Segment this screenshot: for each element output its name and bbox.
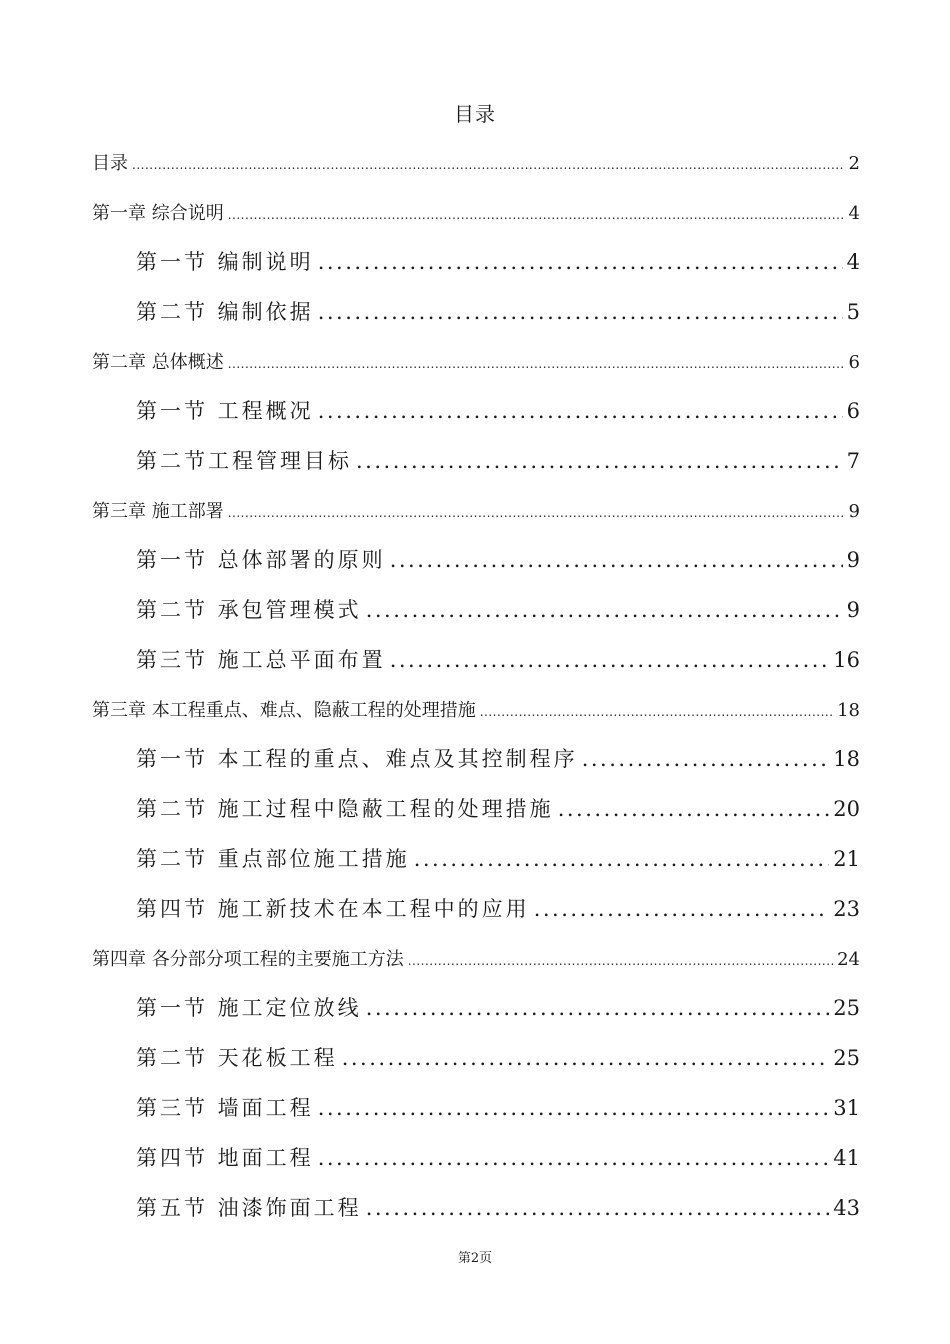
dot-leader	[132, 153, 845, 174]
toc-entry[interactable]	[92, 199, 860, 237]
dot-leader	[318, 399, 843, 423]
toc-entry[interactable]	[136, 395, 860, 435]
dot-leader	[228, 352, 845, 373]
toc-entry-label: 第一节 施工定位放线	[136, 996, 362, 1020]
toc-entry[interactable]	[136, 246, 860, 286]
toc-entry[interactable]	[136, 1092, 860, 1132]
dot-leader	[390, 548, 843, 572]
toc-entry-page: 7	[846, 449, 860, 473]
toc-entry-page: 18	[837, 700, 860, 721]
toc-entry-label: 第二节 重点部位施工措施	[136, 847, 410, 871]
dot-leader	[318, 1146, 830, 1170]
toc-entry-label: 第二节 编制依据	[136, 300, 314, 324]
toc-entry-page: 4	[848, 203, 860, 224]
toc-entry-page: 43	[833, 1196, 860, 1220]
dot-leader	[582, 747, 830, 771]
toc-entry-label: 第二章 总体概述	[92, 352, 224, 373]
toc-entry-page: 41	[833, 1146, 860, 1170]
toc-entry[interactable]	[92, 945, 860, 983]
toc-entry-page: 2	[848, 153, 860, 174]
toc-entry-page: 25	[833, 996, 860, 1020]
toc-entry[interactable]	[136, 445, 860, 485]
dot-leader	[318, 300, 843, 324]
toc-entry[interactable]	[136, 1142, 860, 1182]
dot-leader	[414, 847, 830, 871]
toc-entry-page: 16	[833, 648, 860, 672]
toc-entry-label: 第四节 施工新技术在本工程中的应用	[136, 897, 530, 921]
toc-entry[interactable]	[136, 594, 860, 634]
toc-entry-label: 第三章 本工程重点、难点、隐蔽工程的处理措施	[92, 700, 476, 721]
toc-entry-label: 第二节工程管理目标	[136, 449, 352, 473]
toc-entry-page: 31	[833, 1096, 860, 1120]
toc-entry[interactable]	[136, 1192, 860, 1232]
toc-entry-label: 第四章 各分部分项工程的主要施工方法	[92, 949, 404, 970]
toc-entry-label: 第一节 工程概况	[136, 399, 314, 423]
toc-entry-label: 第一节 编制说明	[136, 250, 314, 274]
dot-leader	[318, 1096, 830, 1120]
toc-entry-label: 第四节 地面工程	[136, 1146, 314, 1170]
dot-leader	[390, 648, 830, 672]
toc-entry-label: 第五节 油漆饰面工程	[136, 1196, 362, 1220]
toc-entry-page: 23	[833, 897, 860, 921]
toc-entry-page: 18	[833, 747, 860, 771]
page-footer: 第2页	[457, 1251, 493, 1266]
toc-entry-label: 第三节 墙面工程	[136, 1096, 314, 1120]
dot-leader	[318, 250, 843, 274]
toc-entry[interactable]	[136, 1042, 860, 1082]
toc-entry-page: 24	[837, 949, 860, 970]
toc-entry-page: 9	[846, 598, 860, 622]
toc-entry-label: 第一节 本工程的重点、难点及其控制程序	[136, 747, 578, 771]
dot-leader	[356, 449, 843, 473]
toc-entry-label: 第二节 承包管理模式	[136, 598, 362, 622]
toc-entry-label: 第二节 施工过程中隐蔽工程的处理措施	[136, 797, 554, 821]
toc-entry[interactable]	[136, 644, 860, 684]
dot-leader	[342, 1046, 830, 1070]
toc-entry[interactable]	[92, 348, 860, 386]
page-title: 目录	[454, 102, 496, 126]
dot-leader	[366, 996, 830, 1020]
toc-entry-label: 目录	[92, 153, 128, 174]
toc-entry-label: 第一节 总体部署的原则	[136, 548, 386, 572]
toc-entry[interactable]	[136, 296, 860, 336]
dot-leader	[228, 501, 845, 522]
toc-entry[interactable]	[92, 497, 860, 535]
toc-entry-page: 20	[833, 797, 860, 821]
dot-leader	[366, 1196, 830, 1220]
toc-entry[interactable]	[136, 793, 860, 833]
toc-entry[interactable]	[136, 743, 860, 783]
toc-entry-page: 4	[846, 250, 860, 274]
dot-leader	[558, 797, 830, 821]
toc-entry-label: 第三章 施工部署	[92, 501, 224, 522]
toc-entry-page: 9	[848, 501, 860, 522]
dot-leader	[228, 203, 845, 224]
dot-leader	[408, 949, 833, 970]
toc-entry[interactable]	[136, 893, 860, 933]
dot-leader	[480, 700, 833, 721]
dot-leader	[366, 598, 843, 622]
toc-entry-page: 6	[848, 352, 860, 373]
toc-entry-page: 9	[846, 548, 860, 572]
toc-entry-page: 21	[833, 847, 860, 871]
toc-entry[interactable]	[136, 544, 860, 584]
toc-entry[interactable]	[92, 149, 860, 187]
toc-entry-label: 第三节 施工总平面布置	[136, 648, 386, 672]
toc-entry-page: 25	[833, 1046, 860, 1070]
toc-entry-label: 第一章 综合说明	[92, 203, 224, 224]
toc-entry-page: 5	[846, 300, 860, 324]
toc-entry[interactable]	[92, 696, 860, 734]
toc-entry-page: 6	[846, 399, 860, 423]
dot-leader	[534, 897, 830, 921]
toc-entry[interactable]	[136, 992, 860, 1032]
toc-entry-label: 第二节 天花板工程	[136, 1046, 338, 1070]
toc-entry[interactable]	[136, 843, 860, 883]
